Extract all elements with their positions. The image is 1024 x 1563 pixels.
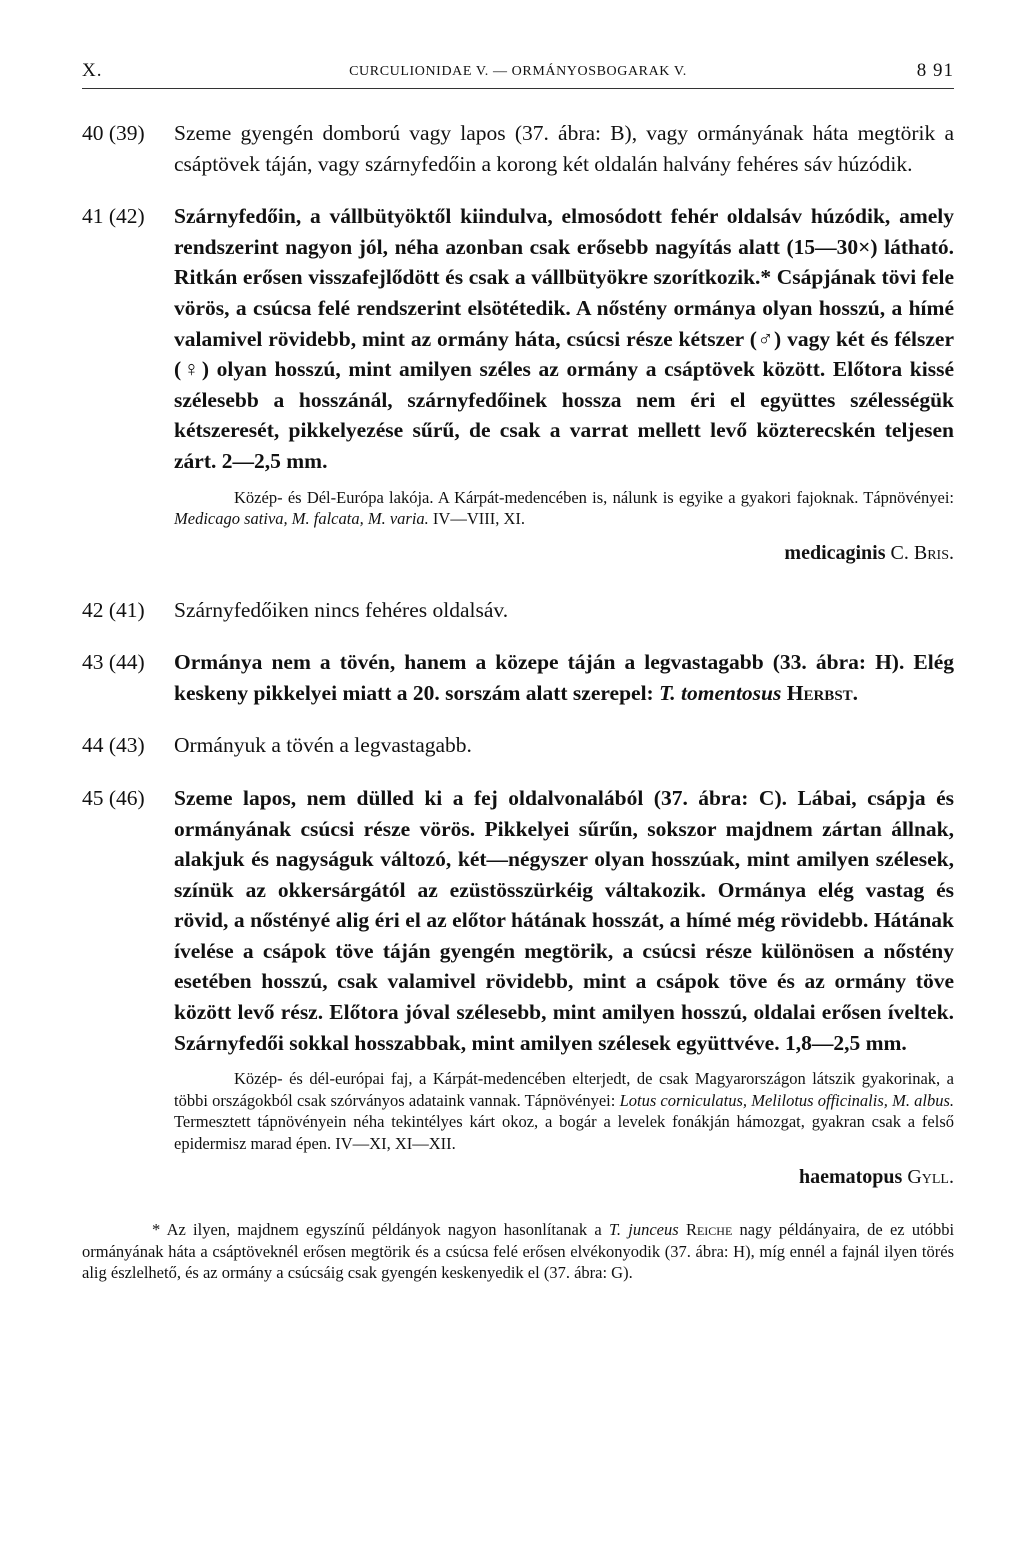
footnote-taxon: T. junceus xyxy=(608,1220,679,1240)
entry-text xyxy=(174,647,954,708)
note-plain: Közép- és Dél-Európa lakója. A Kárpát-medencében is, nálunk is egyike a gyakori fajoknak. Tápnövényei: xyxy=(234,487,954,507)
key-entry-44 xyxy=(82,730,954,761)
distribution-note xyxy=(82,487,954,530)
note-part-b: Termesztett tápnövényein néha tekintélyes kárt okoz, a bogár a levelek fonákján hámozgat, gyakran csak a felső epidermisz marad épen. IV—XI, XI—XII. xyxy=(174,1112,954,1153)
taxon-name: T. tomentosus xyxy=(659,680,782,705)
key-entry-41 xyxy=(82,201,954,476)
note-text xyxy=(174,487,954,530)
taxon-author: Herbst. xyxy=(786,680,859,705)
footnote-part-a: * Az ilyen, majdnem egyszínű példányok nagyon hasonlítanak a xyxy=(152,1220,602,1240)
species-name-line xyxy=(82,542,954,565)
species-name: medicaginis xyxy=(784,541,886,564)
running-header xyxy=(82,58,954,92)
key-entry-40 xyxy=(82,118,954,179)
entry-text: Szárnyfedőiken nincs fehéres oldalsáv. xyxy=(174,597,509,622)
key-entry-43 xyxy=(82,647,954,708)
entry-number: 41 (42) xyxy=(82,204,145,229)
species-name-line xyxy=(82,1166,954,1189)
footnote-author: Reiche xyxy=(685,1220,733,1240)
entry-body: Ormánya nem a tövén, hanem a közepe táján a legvastagabb (33. ábra: H). Elég keskeny pikkelyei miatt a 20. sorszám alatt szerepel: xyxy=(174,650,954,705)
key-entry-42 xyxy=(82,595,954,626)
section-number: X. xyxy=(82,60,103,81)
note-months: IV—VIII, XI. xyxy=(432,509,526,529)
note-text xyxy=(174,1068,954,1154)
entry-number: 40 (39) xyxy=(82,121,145,145)
note-part-a: Közép- és dél-európai faj, a Kárpát-medencében elterjedt, de csak Magyarországon látszik gyakorinak, a többi országokból csak szórványos adataink vannak. Tápnövényei: xyxy=(174,1069,954,1110)
species-author: Gyll. xyxy=(907,1166,954,1189)
key-entry-45 xyxy=(82,783,954,1058)
key-content xyxy=(82,118,954,1284)
species-name: haematopus xyxy=(798,1166,903,1189)
entry-number: 43 (44) xyxy=(82,650,145,675)
entry-number: 42 (41) xyxy=(82,597,145,622)
header-rule xyxy=(82,88,954,89)
footnote xyxy=(82,1219,954,1284)
page-number: 8 91 xyxy=(916,60,954,81)
entry-text: Szeme gyengén domború vagy lapos (37. ábra: B), vagy ormányának háta megtörik a csáptövek táján, vagy szárnyfedőin a korong két oldalán halvány fehéres sáv húzódik. xyxy=(174,121,954,176)
entry-text: Szárnyfedőin, a vállbütyöktől kiindulva, elmosódott fehér oldalsáv húzódik, amely rendszerint nagyon jól, néha azonban csak erősebb nagyítás alatt (15—30×) látható. Ritkán erősen visszafejlődött és csak a vállbütyökre szorítkozik.* Csápjának tövi fele vörös, a csúcsa felé rendszerint elsötétedik. A nőstény ormánya olyan hosszú, a hímé valamivel rövidebb, mint az ormány háta, csúcsi része kétszer (♂) vagy két és félszer (♀) olyan hosszú, mint amilyen széles az ormány a csáptövek között. Előtora kissé szélesebb a hosszánál, szárnyfedőinek hossza nem éri el együttes szélességük kétszeresét, pikkelyezése sűrű, de csak a varrat mellett levő közterecskén teljesen zárt. 2—2,5 mm. xyxy=(174,204,954,473)
entry-text: Szeme lapos, nem dülled ki a fej oldalvonalából (37. ábra: C). Lábai, csápja és ormányának csúcsi része vörös. Pikkelyei sűrűn, sokszor majdnem zártan állnak, alakjuk és nagyságuk változó, két—négyszer olyan hosszúak, mint amilyen szélesek, színük az okkersárgától az ezüstösszürkéig váltakozik. Ormánya elég vastag és rövid, a nőstényé alig éri el az előtor hátának hosszát, a hímé még rövidebb. Hátának ívelése a csápok töve táján gyengén megtörik, a csúcsi része különösen a nőstény esetében hosszú, csak valamivel rövidebb, mint a csápok töve és az ormány töve között levő rész. Előtora jóval szélesebb, mint amilyen hosszú, oldalai erősen íveltek. Szárnyfedői sokkal hosszabbak, mint amilyen szélesek együttvéve. 1,8—2,5 mm. xyxy=(174,785,954,1055)
footnote-part-b: nagy példányaira, de ez utóbbi ormányának háta a csáptöveknél erősen megtörik és a csúcsa felé erősen elvékonyodik (37. ábra: H), míg ennél a fajnál ilyen törés alig észlelhető, és az ormány a csúcsáig csak gyengén keskenyedik el (37. ábra: G). xyxy=(82,1220,955,1283)
running-title: CURCULIONIDAE V. — ORMÁNYOSBOGARAK V. xyxy=(349,64,687,79)
entry-number: 44 (43) xyxy=(82,733,145,758)
distribution-note xyxy=(82,1068,954,1154)
note-plants: Lotus corniculatus, Melilotus officinalis, M. albus. xyxy=(619,1090,955,1110)
entry-text: Ormányuk a tövén a legvastagabb. xyxy=(174,733,472,758)
entry-number: 45 (46) xyxy=(82,785,145,810)
species-author: C. Bris. xyxy=(890,541,954,564)
note-plants: Medicago sativa, M. falcata, M. varia. xyxy=(174,509,429,529)
